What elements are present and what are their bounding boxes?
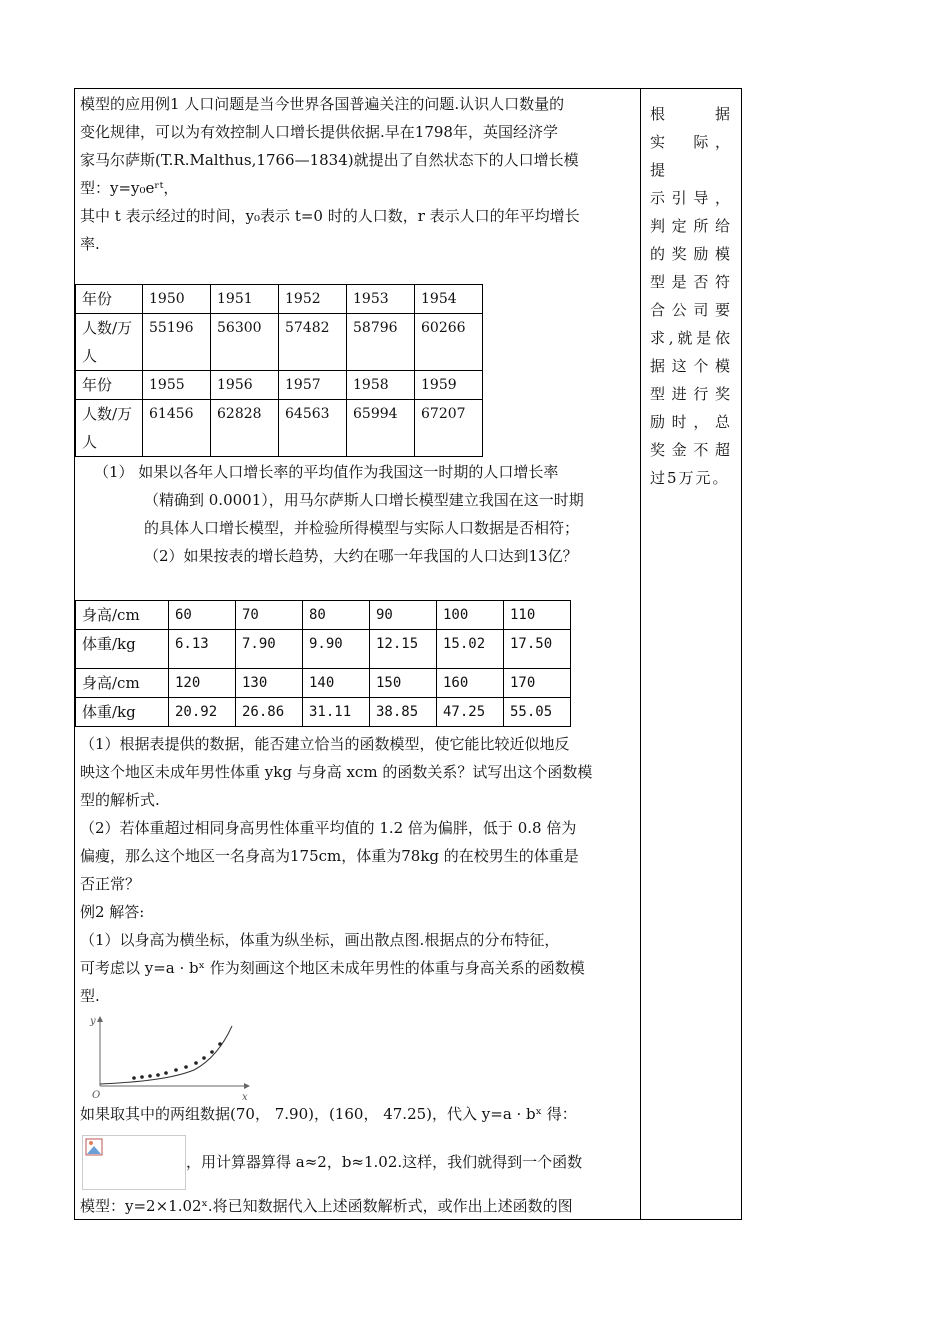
population-cell: 1958 [347, 371, 415, 400]
variables-line2: 率. [80, 235, 100, 253]
equation-image-placeholder [82, 1135, 186, 1190]
answer-line2: 可考虑以 y=a · bˣ 作为刻画这个地区未成年男性的体重与身高关系的函数模 [80, 959, 585, 977]
height-weight-cell: 80 [303, 601, 370, 630]
model-text: 模型：y=2×1.02ˣ.将已知数据代入上述函数解析式，或作出上述函数的图 [80, 1197, 573, 1215]
height-weight-cell: 12.15 [370, 630, 437, 669]
height-weight-row [76, 669, 571, 698]
side-note-line: 奖金不超 [650, 441, 732, 459]
side-note-line: 根 据 [650, 105, 732, 123]
side-note [650, 100, 732, 492]
height-weight-table [75, 600, 571, 727]
height-weight-cell: 110 [504, 601, 571, 630]
population-cell: 1951 [211, 285, 279, 314]
scatter-point [164, 1071, 168, 1075]
q1-line2: （精确到 0.0001），用马尔萨斯人口增长模型建立我国在这一时期 [144, 491, 584, 509]
population-cell: 56300 [211, 314, 279, 371]
height-weight-cell: 31.11 [303, 698, 370, 727]
height-weight-cell: 6.13 [169, 630, 236, 669]
height-weight-cell: 90 [370, 601, 437, 630]
height-weight-cell: 55.05 [504, 698, 571, 727]
scatter-point [156, 1073, 160, 1077]
side-note-line: 判定所给 [650, 217, 732, 235]
height-weight-cell: 9.90 [303, 630, 370, 669]
population-cell: 1952 [279, 285, 347, 314]
side-note-line: 的奖励模 [650, 245, 732, 263]
population-row-label: 年份 [76, 285, 143, 314]
population-cell: 1956 [211, 371, 279, 400]
height-weight-cell: 17.50 [504, 630, 571, 669]
population-cell: 1950 [143, 285, 211, 314]
height-weight-cell: 160 [437, 669, 504, 698]
example1-line3: 家马尔萨斯(T.R.Malthus,1766—1834)就提出了自然状态下的人口增长模 [80, 151, 579, 169]
side-note-line: 实 际，提 [650, 133, 732, 179]
population-cell: 1955 [143, 371, 211, 400]
population-row-label: 人数/万人 [76, 314, 143, 371]
population-cell: 67207 [415, 400, 483, 457]
height-weight-cell: 26.86 [236, 698, 303, 727]
height-weight-row-label: 身高/cm [76, 669, 169, 698]
example1-line4: 型：y=y₀eʳᵗ， [80, 179, 179, 197]
e2q1-line2: 映这个地区未成年男性体重 ykg 与身高 xcm 的函数关系？试写出这个函数模 [80, 763, 593, 781]
population-table-row [76, 371, 483, 400]
height-weight-row [76, 630, 571, 669]
scatter-plot-graph [84, 1012, 254, 1102]
population-cell: 1954 [415, 285, 483, 314]
variables-line1: 其中 t 表示经过的时间，y₀表示 t=0 时的人口数，r 表示人口的年平均增长 [80, 207, 580, 225]
side-note-line: 型进行奖 [650, 385, 732, 403]
population-cell: 55196 [143, 314, 211, 371]
population-table-row [76, 285, 483, 314]
height-weight-cell: 47.25 [437, 698, 504, 727]
calc-text: ，用计算器算得 a≈2，b≈1.02.这样，我们就得到一个函数 [186, 1153, 583, 1171]
e2q2-line2: 偏瘦，那么这个地区一名身高为175cm，体重为78kg 的在校男生的体重是 [80, 847, 579, 865]
model-line [80, 1192, 636, 1220]
scatter-point [148, 1074, 152, 1078]
height-weight-cell: 150 [370, 669, 437, 698]
side-note-line: 励时，总 [650, 413, 732, 431]
population-cell: 62828 [211, 400, 279, 457]
side-note-line: 据这个模 [650, 357, 732, 375]
height-weight-cell: 70 [236, 601, 303, 630]
height-weight-cell: 60 [169, 601, 236, 630]
calc-line [186, 1148, 636, 1176]
side-note-line: 合公司要 [650, 301, 732, 319]
example1-line2: 变化规律，可以为有效控制人口增长提供依据.早在1798年，英国经济学 [80, 123, 558, 141]
population-cell: 64563 [279, 400, 347, 457]
height-weight-row [76, 698, 571, 727]
origin-label: O [92, 1090, 101, 1101]
population-table-row [76, 400, 483, 457]
column-divider [640, 88, 641, 1220]
height-weight-cell: 100 [437, 601, 504, 630]
population-table [75, 284, 483, 457]
population-cell: 58796 [347, 314, 415, 371]
main-column [80, 90, 636, 258]
height-weight-cell: 170 [504, 669, 571, 698]
population-cell: 65994 [347, 400, 415, 457]
x-axis-label: x [242, 1092, 248, 1102]
side-note-line: 示引导， [650, 189, 732, 207]
population-table-row [76, 314, 483, 371]
population-cell: 1953 [347, 285, 415, 314]
answer-line1: （1）以身高为横坐标，体重为纵坐标，画出散点图.根据点的分布特征， [80, 931, 560, 949]
height-weight-row-label: 体重/kg [76, 698, 169, 727]
scatter-point [174, 1068, 178, 1072]
population-cell: 1959 [415, 371, 483, 400]
population-cell: 61456 [143, 400, 211, 457]
height-weight-row [76, 601, 571, 630]
side-note-line: 求,就是依 [650, 329, 732, 347]
population-cell: 57482 [279, 314, 347, 371]
y-axis-label: y [90, 1016, 96, 1027]
broken-image-icon [85, 1138, 103, 1156]
e2q1-line1: （1）根据表提供的数据，能否建立恰当的函数模型，使它能比较近似地反 [80, 735, 570, 753]
scatter-point [210, 1050, 214, 1054]
take-data-text: 如果取其中的两组数据(70， 7.90)，(160， 47.25)，代入 y=a · bˣ 得： [80, 1105, 577, 1123]
height-weight-cell: 130 [236, 669, 303, 698]
example1-line1: 模型的应用例1 人口问题是当今世界各国普遍关注的问题.认识人口数量的 [80, 95, 565, 113]
q1-line1: （1） 如果以各年人口增长率的平均值作为我国这一时期的人口增长率 [94, 463, 559, 481]
q2-line: （2）如果按表的增长趋势，大约在哪一年我国的人口达到13亿？ [144, 547, 578, 565]
scatter-point [194, 1061, 198, 1065]
take-data-line [80, 1100, 636, 1128]
example2-text [80, 730, 636, 1010]
scatter-point [132, 1076, 136, 1080]
height-weight-cell: 7.90 [236, 630, 303, 669]
example1-questions [80, 458, 636, 570]
population-row-label: 人数/万人 [76, 400, 143, 457]
side-note-line: 过5万元。 [650, 469, 730, 487]
height-weight-cell: 120 [169, 669, 236, 698]
example2-heading: 例2 解答: [80, 903, 145, 921]
q1-line3: 的具体人口增长模型，并检验所得模型与实际人口数据是否相符； [144, 519, 580, 537]
population-cell: 60266 [415, 314, 483, 371]
scatter-point [140, 1075, 144, 1079]
answer-line3: 型. [80, 987, 100, 1005]
e2q2-line1: （2）若体重超过相同身高男性体重平均值的 1.2 倍为偏胖，低于 0.8 倍为 [80, 819, 577, 837]
height-weight-row-label: 体重/kg [76, 630, 169, 669]
side-note-line: 型是否符 [650, 273, 732, 291]
e2q1-line3: 型的解析式. [80, 791, 160, 809]
height-weight-row-label: 身高/cm [76, 601, 169, 630]
scatter-point [202, 1056, 206, 1060]
scatter-point [218, 1042, 222, 1046]
scatter-point [184, 1065, 188, 1069]
e2q2-line3: 否正常？ [80, 875, 141, 893]
height-weight-cell: 140 [303, 669, 370, 698]
height-weight-cell: 38.85 [370, 698, 437, 727]
height-weight-cell: 15.02 [437, 630, 504, 669]
height-weight-cell: 20.92 [169, 698, 236, 727]
population-cell: 1957 [279, 371, 347, 400]
population-row-label: 年份 [76, 371, 143, 400]
